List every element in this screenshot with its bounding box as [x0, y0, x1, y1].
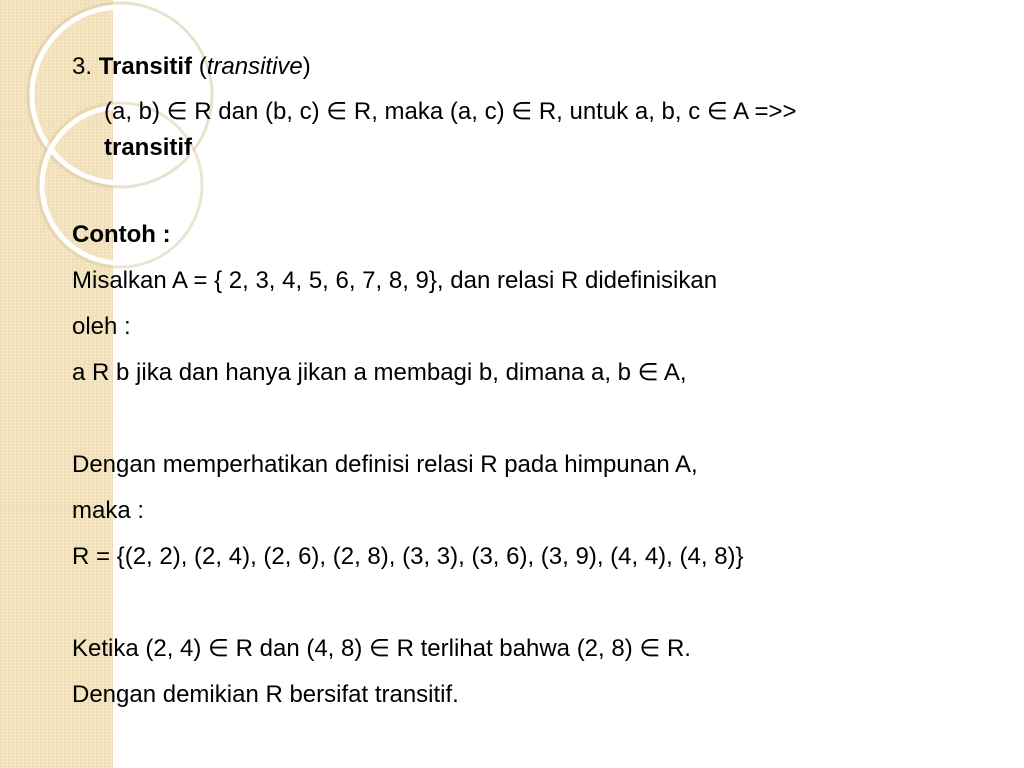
example-line-4: Dengan memperhatikan definisi relasi R pada himpunan A, [72, 451, 698, 478]
spacer [72, 580, 972, 626]
relation-set: R = {(2, 2), (2, 4), (2, 6), (2, 8), (3, 3), (3, 6), (3, 9), (4, 4), (4, 8)} [72, 543, 744, 570]
example-line-1: Misalkan A = { 2, 3, 4, 5, 6, 7, 8, 9}, dan relasi R didefinisikan [72, 267, 718, 294]
spacer [72, 166, 972, 212]
section-title: Transitif [98, 53, 193, 80]
conclusion-line-2: Dengan demikian R bersifat transitif. [72, 681, 459, 708]
section-title-line: 3. Transitif (transitive) [72, 53, 311, 80]
example-line-2: oleh : [72, 313, 131, 340]
example-heading: Contoh : [72, 221, 171, 248]
example-line-3: a R b jika dan hanya jikan a membagi b, dimana a, b ∈ A, [72, 359, 687, 386]
section-title-english: transitive [206, 53, 303, 80]
section-number: 3. [72, 53, 93, 80]
conclusion-line-1: Ketika (2, 4) ∈ R dan (4, 8) ∈ R terlihat bahwa (2, 8) ∈ R. [72, 635, 691, 662]
example-line-5: maka : [72, 497, 145, 524]
definition-line-2: transitif [104, 134, 193, 161]
definition-line-1: (a, b) ∈ R dan (b, c) ∈ R, maka (a, c) ∈ R, untuk a, b, c ∈ A =>> [104, 98, 797, 125]
spacer [72, 396, 972, 442]
slide-content [72, 44, 972, 718]
